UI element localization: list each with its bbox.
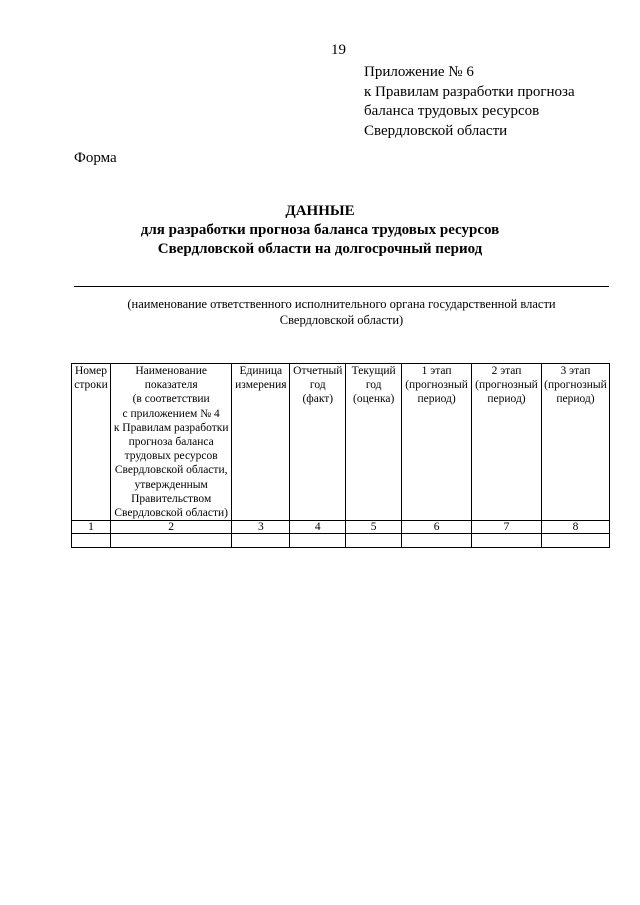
header-row bbox=[72, 364, 610, 521]
empty-cell bbox=[110, 534, 231, 548]
empty-cell bbox=[472, 534, 542, 548]
empty-cell bbox=[402, 534, 472, 548]
column-number: 8 bbox=[541, 521, 609, 534]
caption-line: Свердловской области) bbox=[279, 313, 404, 327]
header-indicator-name: Наименование показателя (в соответствии с приложением № 4 к Правилам разработки прогноза баланса трудовых ресурсов Свердловской области, утвержденным Правительством Свердловской области) bbox=[110, 364, 231, 521]
document-title bbox=[0, 202, 640, 259]
appendix-line: баланса трудовых ресурсов bbox=[364, 103, 540, 119]
empty-cell bbox=[541, 534, 609, 548]
appendix-reference bbox=[364, 63, 575, 141]
appendix-line: Приложение № 6 bbox=[364, 64, 474, 80]
column-number-row bbox=[72, 521, 610, 534]
column-number: 6 bbox=[402, 521, 472, 534]
appendix-line: Свердловской области bbox=[364, 122, 508, 139]
header-stage-3: 3 этап (прогнозный период) bbox=[541, 364, 609, 521]
organization-name-line bbox=[74, 286, 609, 287]
empty-cell bbox=[346, 534, 402, 548]
empty-cell bbox=[290, 534, 346, 548]
organization-caption bbox=[74, 296, 609, 328]
empty-data-row bbox=[72, 534, 610, 548]
column-number: 1 bbox=[72, 521, 111, 534]
title-line: Свердловской области на долгосрочный период bbox=[157, 241, 483, 257]
column-number: 5 bbox=[346, 521, 402, 534]
title-line: для разработки прогноза баланса трудовых ресурсов bbox=[140, 222, 500, 238]
column-number: 7 bbox=[472, 521, 542, 534]
caption-line: (наименование ответственного исполнительного органа государственной власти bbox=[127, 297, 556, 311]
header-unit: Единица измерения bbox=[232, 364, 290, 521]
appendix-line: к Правилам разработки прогноза bbox=[364, 83, 575, 100]
header-stage-2: 2 этап (прогнозный период) bbox=[472, 364, 542, 521]
data-table bbox=[71, 363, 610, 548]
header-row-number: Номер строки bbox=[72, 364, 111, 521]
column-number: 3 bbox=[232, 521, 290, 534]
header-stage-1: 1 этап (прогнозный период) bbox=[402, 364, 472, 521]
title-heading: ДАННЫЕ bbox=[285, 203, 355, 219]
empty-cell bbox=[72, 534, 111, 548]
header-current-year: Текущий год (оценка) bbox=[346, 364, 402, 521]
empty-cell bbox=[232, 534, 290, 548]
column-number: 2 bbox=[110, 521, 231, 534]
form-label: Форма bbox=[74, 150, 117, 166]
page-number: 19 bbox=[331, 42, 346, 58]
column-number: 4 bbox=[290, 521, 346, 534]
header-reporting-year: Отчетный год (факт) bbox=[290, 364, 346, 521]
